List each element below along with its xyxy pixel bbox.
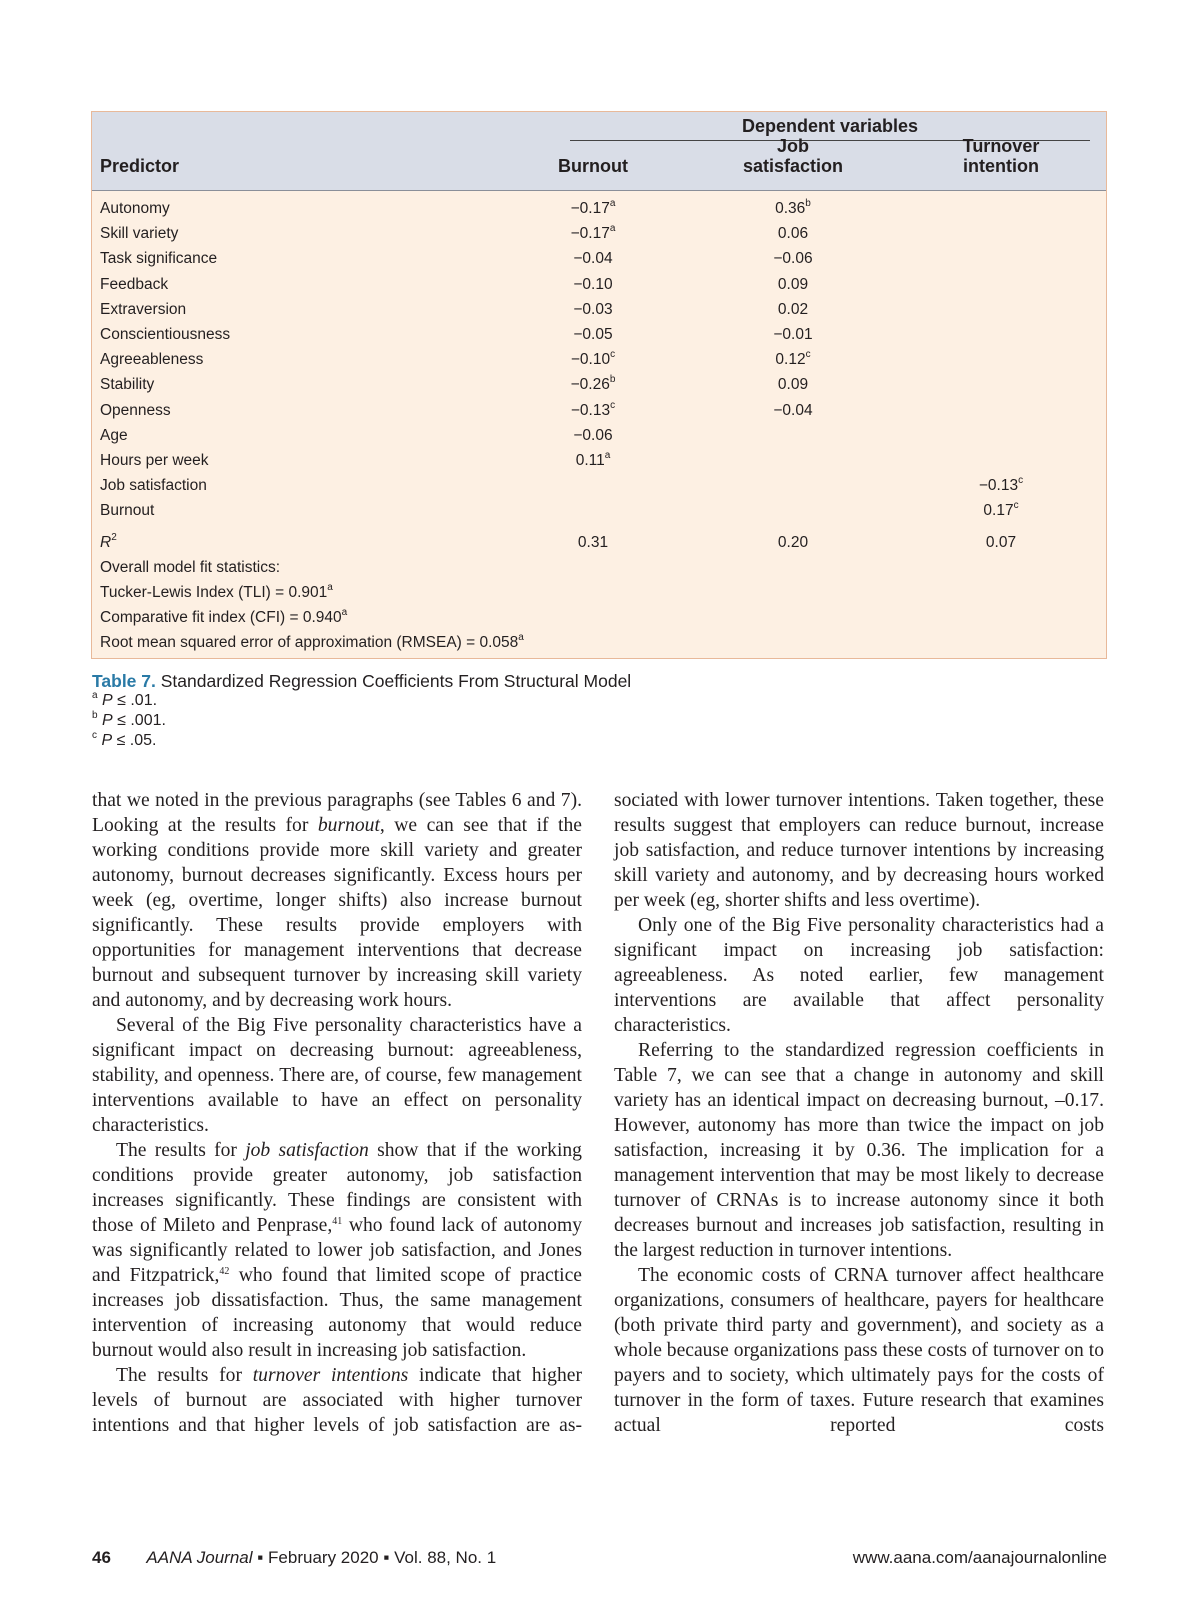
table-caption bbox=[92, 671, 631, 691]
row-label-agreeableness: Agreeableness bbox=[100, 351, 204, 369]
r-squared-job-satisfaction: 0.20 bbox=[777, 534, 809, 551]
cell-openness-burnout bbox=[528, 399, 658, 420]
left-p4-text-b: indicate that higher levels of burnout are associated with higher turnover intentions and that higher levels of job satisfaction are as- bbox=[92, 1365, 582, 1436]
left-column bbox=[92, 788, 582, 1438]
cell-agreeableness-job bbox=[728, 351, 858, 369]
footnote-b bbox=[92, 712, 166, 730]
r-squared-exponent: 2 bbox=[111, 532, 117, 543]
rmsea-text: Root mean squared error of approximation (RMSEA) = 0.058 bbox=[100, 634, 519, 651]
cell-value: −0.06 bbox=[773, 250, 813, 268]
left-paragraph-1 bbox=[92, 788, 582, 1013]
cell-extraversion-burnout bbox=[528, 301, 658, 319]
cell-age-burnout bbox=[528, 427, 658, 445]
cell-skill-variety-burnout bbox=[528, 225, 658, 243]
cfi-text: Comparative fit index (CFI) = 0.940 bbox=[100, 609, 342, 626]
left-p3-italic: job satisfaction bbox=[245, 1140, 369, 1161]
r-squared-label bbox=[100, 534, 117, 552]
right-paragraph-3: Referring to the standardized regression coefficients in Table 7, we can see that a change in autonomy and skill variety has an identical impact on decreasing burnout, –0.17. However, autonomy has more than twice the impact on job satisfaction, increasing it by 0.36. The implication for a management intervention that may be most likely to decrease turnover of CRNAs is to increase autonomy since it both decreases burnout and increases job satisfaction, resulting in the largest reduction in turnover intentions. bbox=[614, 1040, 1104, 1261]
cell-value: −0.03 bbox=[573, 300, 613, 318]
right-paragraph-1: sociated with lower turnover intentions. Taken together, these results suggest that employers can reduce burnout, increase job satisfaction, and reduce turnover intentions by increasing skill variety and autonomy, and by decreasing hours worked per week (eg, shorter shifts and less overtime). bbox=[614, 790, 1104, 911]
cfi-statistic bbox=[100, 609, 347, 627]
row-label-autonomy: Autonomy bbox=[100, 200, 170, 217]
cell-value: −0.05 bbox=[573, 326, 613, 343]
right-paragraph-4: The economic costs of CRNA turnover affect healthcare organizations, consumers of healthcare, payers for healthcare (both private third party and government), and society as a whole because organizations pass these costs of turnover on to payers and to society, which ultimately pays for the costs of turnover in the form of taxes. Future research that examines actual reported costs bbox=[614, 1265, 1104, 1436]
footer-separator-2: ▪ bbox=[383, 1548, 390, 1567]
cell-value: −0.17 bbox=[570, 225, 610, 243]
significance-mark: c bbox=[1018, 475, 1024, 487]
significance-mark: a bbox=[609, 223, 616, 235]
table-caption-text: Standardized Regression Coefficients From Structural Model bbox=[160, 671, 632, 691]
r-squared-burnout: 0.31 bbox=[577, 534, 609, 551]
cell-extraversion-job bbox=[728, 301, 858, 319]
cell-value: 0.09 bbox=[777, 376, 809, 394]
cell-value: −0.26 bbox=[570, 376, 610, 394]
cell-value: −0.04 bbox=[773, 401, 813, 419]
cell-value: 0.06 bbox=[777, 225, 809, 243]
footnote-b-text: ≤ .001. bbox=[112, 712, 166, 729]
row-label-feedback: Feedback bbox=[100, 275, 169, 293]
left-p1-text-b: , we can see that if the working conditions provide more skill variety and greater autonomy, burnout decreases significantly. Excess hours per week (eg, overtime, longer shifts) also increase burnout significantly. These results provide employers with opportunities for management interventions that decrease burnout and subsequent turnover by increasing skill variety and autonomy, and by decreasing work hours. bbox=[92, 815, 582, 1011]
cell-feedback-job bbox=[728, 276, 858, 294]
cell-feedback-burnout bbox=[528, 276, 658, 294]
rmsea-statistic bbox=[100, 634, 524, 652]
footnote-a bbox=[92, 692, 157, 710]
cell-value: 0.11 bbox=[575, 452, 605, 469]
significance-mark: c bbox=[805, 349, 811, 361]
r-squared-turnover: 0.07 bbox=[985, 534, 1017, 551]
significance-mark: b bbox=[805, 198, 811, 209]
cell-value: −0.06 bbox=[573, 426, 613, 444]
significance-mark: c bbox=[610, 399, 616, 411]
cfi-footnote-mark: a bbox=[341, 607, 348, 618]
cell-value: −0.10 bbox=[570, 351, 611, 369]
left-paragraph-2: Several of the Big Five personality characteristics have a significant impact on decreasing burnout: agreeableness, stability, and openness. There are, of course, few management interventions available to have an effect on personality characteristics. bbox=[92, 1015, 582, 1136]
significance-mark: c bbox=[610, 349, 616, 361]
left-p1-italic: burnout bbox=[317, 815, 380, 836]
issue-date: February 2020 bbox=[268, 1548, 379, 1567]
row-label-task-significance: Task significance bbox=[100, 250, 218, 268]
row-label-conscientiousness: Conscientiousness bbox=[100, 326, 231, 343]
cell-value: −0.01 bbox=[773, 326, 813, 343]
cell-task-significance-burnout bbox=[528, 250, 658, 268]
turnover-intention-heading bbox=[916, 136, 1086, 176]
page-number: 46 bbox=[92, 1548, 111, 1567]
job-satisfaction-heading-line1: Job bbox=[776, 136, 809, 156]
tli-footnote-mark: a bbox=[327, 582, 333, 593]
row-label-skill-variety: Skill variety bbox=[100, 225, 179, 243]
reference-42: 42 bbox=[219, 1266, 230, 1277]
left-paragraph-3 bbox=[92, 1138, 582, 1363]
cell-value: 0.09 bbox=[777, 275, 809, 293]
fit-statistics-heading: Overall model fit statistics: bbox=[100, 559, 281, 576]
significance-mark: a bbox=[609, 198, 616, 209]
left-p3-text-c: who found lack of autonomy was significantly related to lower job satisfaction, and Jones and Fitzpatrick, bbox=[92, 1215, 582, 1286]
cell-autonomy-job bbox=[728, 200, 858, 218]
cell-agreeableness-burnout bbox=[528, 351, 658, 369]
cell-conscientiousness-job bbox=[728, 326, 858, 344]
significance-mark: b bbox=[609, 374, 616, 386]
footnote-c-p: P bbox=[101, 732, 113, 749]
left-p4-text-a: The results for bbox=[116, 1365, 253, 1386]
footer-url: www.aana.com/aanajournalonline bbox=[852, 1548, 1107, 1567]
cell-value: 0.12 bbox=[775, 351, 806, 369]
footer-separator-1: ▪ bbox=[257, 1548, 264, 1567]
dependent-variables-heading: Dependent variables bbox=[741, 116, 919, 136]
cell-value: 0.36 bbox=[775, 200, 806, 217]
tli-statistic bbox=[100, 584, 333, 602]
regression-table bbox=[91, 111, 1107, 659]
left-p3-text-b: show that if the working conditions provide greater autonomy, job satisfaction increases significantly. These findings are consistent with those of Mileto and Penprase, bbox=[92, 1140, 582, 1236]
significance-mark: a bbox=[604, 450, 611, 461]
row-label-hours-per-week: Hours per week bbox=[100, 452, 209, 469]
volume-issue: Vol. 88, No. 1 bbox=[394, 1548, 497, 1567]
cell-value: −0.17 bbox=[570, 200, 610, 217]
burnout-heading: Burnout bbox=[558, 156, 628, 176]
cell-autonomy-burnout bbox=[528, 200, 658, 218]
row-label-extraversion: Extraversion bbox=[100, 300, 187, 318]
footnote-c-mark: c bbox=[92, 730, 97, 741]
footnote-a-p: P bbox=[102, 692, 113, 709]
footnote-c-text: ≤ .05. bbox=[112, 732, 157, 749]
cell-skill-variety-job bbox=[728, 225, 858, 243]
left-p3-text-d: who found that limited scope of practice increases job dissatisfaction. Thus, the same management intervention of increasing autonomy that would reduce burnout would also result in increasing job satisfaction. bbox=[92, 1265, 582, 1361]
cell-value: 0.02 bbox=[777, 300, 809, 318]
row-label-burnout: Burnout bbox=[100, 502, 155, 520]
predictor-heading: Predictor bbox=[100, 156, 180, 176]
turnover-intention-heading-line2: intention bbox=[963, 156, 1039, 176]
footer-left bbox=[92, 1548, 496, 1568]
cell-value: −0.04 bbox=[573, 250, 613, 268]
right-column bbox=[614, 788, 1104, 1438]
turnover-intention-heading-line1: Turnover bbox=[962, 136, 1040, 156]
cell-value: −0.13 bbox=[978, 477, 1019, 495]
footnote-c bbox=[92, 732, 156, 750]
tli-text: Tucker-Lewis Index (TLI) = 0.901 bbox=[100, 584, 328, 601]
right-paragraph-2: Only one of the Big Five personality characteristics had a significant impact on increasing job satisfaction: agreeableness. As noted earlier, few management interventions are available that affect personality characteristics. bbox=[614, 915, 1104, 1036]
cell-value: 0.17 bbox=[983, 502, 1014, 520]
cell-stability-burnout bbox=[528, 376, 658, 394]
r-squared-symbol: R bbox=[100, 534, 112, 551]
reference-41: 41 bbox=[332, 1216, 343, 1227]
cell-value: −0.13 bbox=[570, 401, 611, 419]
row-label-openness: Openness bbox=[100, 401, 171, 419]
footnote-b-p: P bbox=[102, 712, 113, 729]
table-header bbox=[92, 112, 1106, 191]
cell-task-significance-job bbox=[728, 250, 858, 268]
footnote-a-text: ≤ .01. bbox=[112, 692, 158, 709]
job-satisfaction-heading-line2: satisfaction bbox=[742, 156, 844, 176]
rmsea-footnote-mark: a bbox=[518, 632, 524, 643]
table-caption-label: Table 7. bbox=[92, 671, 156, 691]
cell-value: −0.10 bbox=[573, 275, 613, 293]
journal-name: AANA Journal bbox=[146, 1548, 253, 1567]
footnote-b-mark: b bbox=[92, 710, 98, 721]
cell-job-satisfaction-turnover bbox=[936, 477, 1066, 495]
left-p1-text-a: that we noted in the previous paragraphs (see Tables 6 and 7). Looking at the results for bbox=[92, 790, 582, 836]
row-label-stability: Stability bbox=[100, 376, 155, 394]
cell-openness-job bbox=[728, 402, 858, 420]
significance-mark: c bbox=[1013, 500, 1019, 512]
left-p4-italic: turnover intentions bbox=[252, 1365, 409, 1386]
cell-burnout-turnover bbox=[936, 502, 1066, 520]
left-p3-text-a: The results for bbox=[116, 1140, 246, 1161]
left-paragraph-4 bbox=[92, 1363, 582, 1438]
footnote-a-mark: a bbox=[92, 690, 98, 701]
cell-hours-per-week-burnout bbox=[528, 452, 658, 470]
cell-stability-job bbox=[728, 376, 858, 394]
row-label-age: Age bbox=[100, 426, 128, 444]
cell-conscientiousness-burnout bbox=[528, 326, 658, 344]
job-satisfaction-heading bbox=[708, 136, 878, 176]
row-label-job-satisfaction: Job satisfaction bbox=[100, 477, 207, 495]
